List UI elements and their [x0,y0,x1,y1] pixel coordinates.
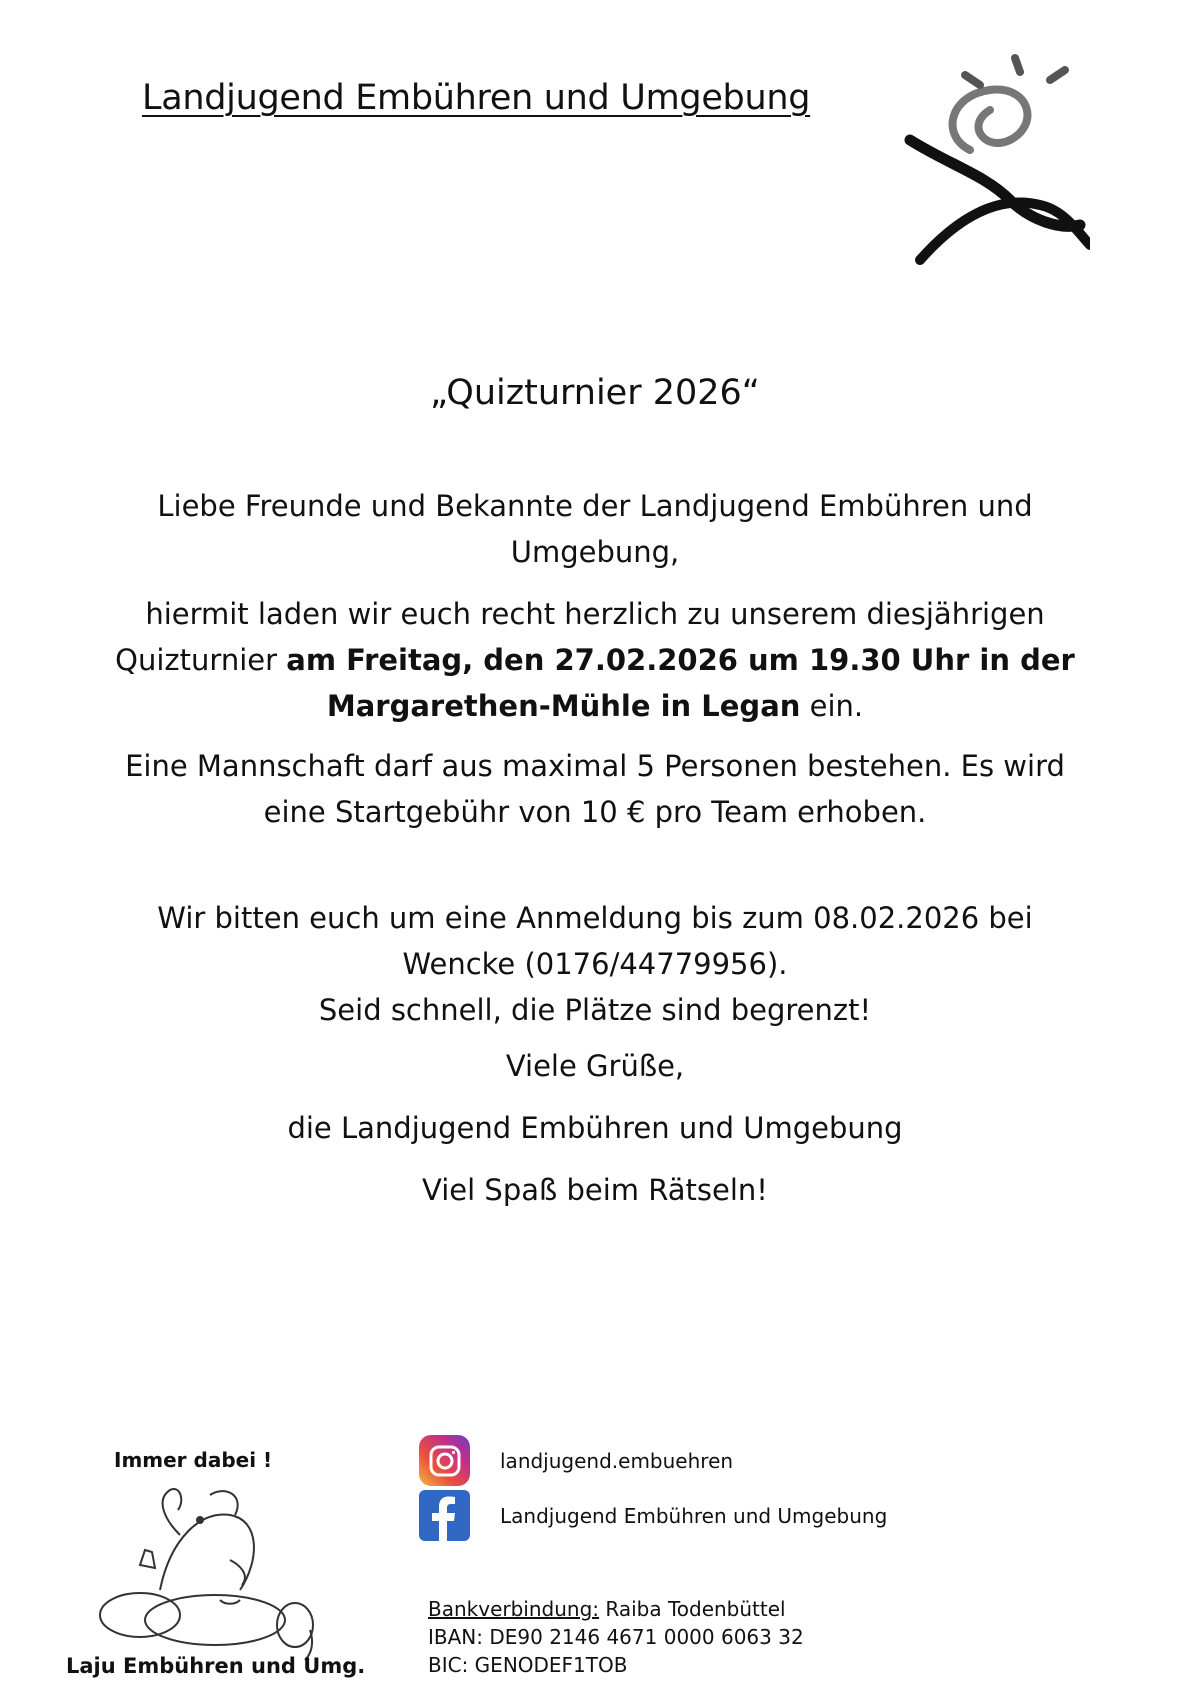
bank-details [428,1595,804,1679]
registration-paragraph [100,895,1090,1033]
event-date-location: am Freitag, den 27.02.2026 um 19.30 Uhr in der Margarethen-Mühle in Legan [286,643,1075,723]
closing-greeting: Viele Grüße, [505,1049,685,1083]
event-title: „Quizturnier 2026“ [430,373,760,413]
facebook-name[interactable]: Landjugend Embühren und Umgebung [500,1503,888,1528]
farewell-line: Viel Spaß beim Rätseln! [422,1173,768,1207]
org-title: Landjugend Embühren und Umgebung [142,78,811,118]
instagram-row[interactable] [419,1435,733,1486]
registration-text: Wir bitten euch um eine Anmeldung bis zum 08.02.2026 bei Wencke (0176/44779956). [157,901,1033,981]
iban: IBAN: DE90 2146 4671 0000 6063 32 [428,1625,804,1649]
bic: BIC: GENODEF1TOB [428,1653,628,1677]
instagram-handle[interactable]: landjugend.embuehren [500,1448,734,1473]
greeting-paragraph: Liebe Freunde und Bekannte der Landjugend Embühren und Umgebung, [157,489,1033,569]
invitation-paragraph [100,591,1090,729]
bank-line [428,1595,804,1623]
mascot-bottom-caption: Laju Embühren und Umg. [66,1654,366,1678]
team-rules-paragraph: Eine Mannschaft darf aus maximal 5 Personen bestehen. Es wird eine Startgebühr von 10 € pro Team erhoben. [125,749,1065,829]
facebook-icon[interactable] [419,1490,470,1541]
registration-urgency: Seid schnell, die Plätze sind begrenzt! [318,993,872,1027]
invitation-text: hiermit laden wir euch recht herzlich zu unserem diesjährigen Quizturnier [115,597,1045,677]
facebook-row[interactable] [419,1490,887,1541]
invitation-end: ein. [800,689,864,723]
mascot-illustration [60,1440,360,1680]
mascot-top-caption: Immer dabei ! [114,1448,273,1472]
instagram-icon[interactable] [419,1435,470,1486]
bank-name: Raiba Todenbüttel [599,1597,786,1621]
signature: die Landjugend Embühren und Umgebung [287,1111,903,1145]
landjugend-logo [890,40,1090,270]
bank-label: Bankverbindung: [428,1597,600,1621]
